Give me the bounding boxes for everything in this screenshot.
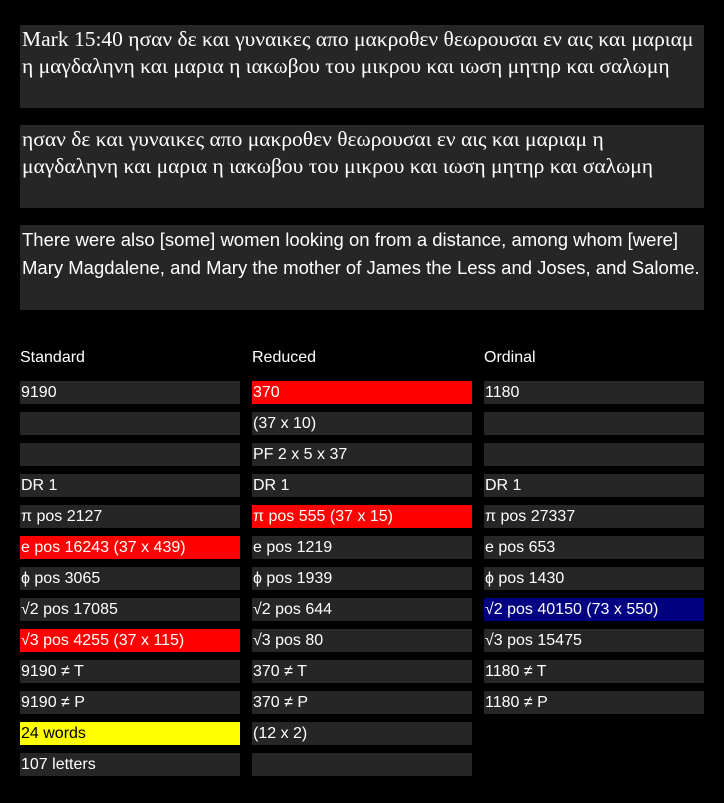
value-cell-text: 1180 ≠ T	[485, 663, 547, 680]
value-cell	[20, 505, 240, 528]
value-cell	[252, 753, 472, 776]
value-cell-text: √3 pos 80	[253, 632, 324, 649]
greek-text-block	[20, 125, 704, 208]
value-cell-text: (12 x 2)	[253, 725, 308, 742]
value-cell	[484, 474, 704, 497]
value-cell-text: √3 pos 4255 (37 x 115)	[21, 632, 185, 649]
value-cell-text: ϕ pos 3065	[21, 570, 101, 587]
value-cell-text: e pos 653	[485, 539, 556, 556]
value-cell-text: 1180 ≠ P	[485, 694, 548, 711]
verse-reference-block	[20, 25, 704, 108]
value-cell	[20, 474, 240, 497]
value-cell-text: π pos 27337	[485, 508, 576, 525]
value-cell	[252, 660, 472, 683]
value-cell	[252, 412, 472, 435]
value-cell	[484, 505, 704, 528]
value-cell-text	[20, 415, 21, 432]
column-header-ordinal: Ordinal	[484, 349, 536, 366]
value-cell-text	[20, 446, 21, 463]
value-cell-text: 9190 ≠ P	[21, 694, 85, 711]
value-cell	[484, 536, 704, 559]
value-cell	[20, 536, 240, 559]
value-cell	[252, 536, 472, 559]
value-cell	[252, 443, 472, 466]
value-cell-text: e pos 1219	[253, 539, 333, 556]
value-cell-text: √2 pos 17085	[21, 601, 118, 618]
value-cell	[484, 598, 704, 621]
value-cell	[484, 381, 704, 404]
value-cell	[484, 443, 704, 466]
value-cell	[252, 598, 472, 621]
value-cell-text: 370 ≠ P	[253, 694, 309, 711]
value-cell-text: 1180	[485, 384, 520, 401]
value-cell	[20, 629, 240, 652]
value-cell-text: DR 1	[21, 477, 58, 494]
value-cell	[20, 443, 240, 466]
value-cell	[20, 691, 240, 714]
column-header-standard: Standard	[20, 349, 85, 366]
value-cell-text: 370	[253, 384, 280, 401]
value-cell-text: π pos 555 (37 x 15)	[253, 508, 394, 525]
value-cell-text: DR 1	[253, 477, 290, 494]
value-cell	[484, 567, 704, 590]
value-cell	[484, 691, 704, 714]
value-cell-text: √2 pos 644	[253, 601, 333, 618]
value-cell	[20, 753, 240, 776]
value-cell	[20, 660, 240, 683]
value-cell-text: 107 letters	[21, 756, 96, 773]
value-cell	[484, 629, 704, 652]
value-cell	[252, 381, 472, 404]
value-cell-text: (37 x 10)	[253, 415, 317, 432]
translation-text: There were also [some] women looking on from a distance, among whom [were] Mary Magdalene, and Mary the mother of James the Less and Joses, and Salome.	[22, 229, 700, 278]
value-cell-text: 9190	[21, 384, 57, 401]
translation-block	[20, 225, 704, 310]
value-cell-text: 9190 ≠ T	[21, 663, 84, 680]
value-cell-text	[252, 756, 253, 773]
value-cell	[20, 567, 240, 590]
value-cell-text: √3 pos 15475	[485, 632, 582, 649]
value-cell	[252, 505, 472, 528]
value-cell	[252, 722, 472, 745]
value-cell-text: e pos 16243 (37 x 439)	[21, 539, 186, 556]
column-header-reduced: Reduced	[252, 349, 317, 366]
value-cell	[484, 412, 704, 435]
value-cell-text: 24 words	[21, 725, 86, 742]
value-cell-text: ϕ pos 1430	[485, 570, 565, 587]
verse-line-text: Mark 15:40 ησαν δε και γυναικες απο μακροθεν θεωρουσαι εν αις και μαριαμ η μαγδαληνη και μαρια η ιακωβου του μικρου και ιωση μητηρ και σαλωμη	[22, 27, 694, 78]
value-cell	[252, 474, 472, 497]
value-cell	[20, 412, 240, 435]
value-cell-text: 370 ≠ T	[253, 663, 307, 680]
value-cell-text: √2 pos 40150 (73 x 550)	[485, 601, 659, 618]
value-cell	[252, 629, 472, 652]
greek-text: ησαν δε και γυναικες απο μακροθεν θεωρουσαι εν αις και μαριαμ η μαγδαληνη και μαρια η ιακωβου του μικρου και ιωση μητηρ και σαλωμη	[22, 127, 653, 178]
value-cell	[484, 660, 704, 683]
value-cell	[20, 598, 240, 621]
value-cell-text	[484, 415, 485, 432]
value-cell-text: PF 2 x 5 x 37	[253, 446, 348, 463]
value-cell	[20, 722, 240, 745]
value-cell-text: ϕ pos 1939	[253, 570, 333, 587]
value-cell-text: DR 1	[485, 477, 522, 494]
value-cell-text	[484, 446, 485, 463]
value-cell	[252, 567, 472, 590]
value-cell	[252, 691, 472, 714]
value-cell	[20, 381, 240, 404]
value-cell-text: π pos 2127	[21, 508, 103, 525]
